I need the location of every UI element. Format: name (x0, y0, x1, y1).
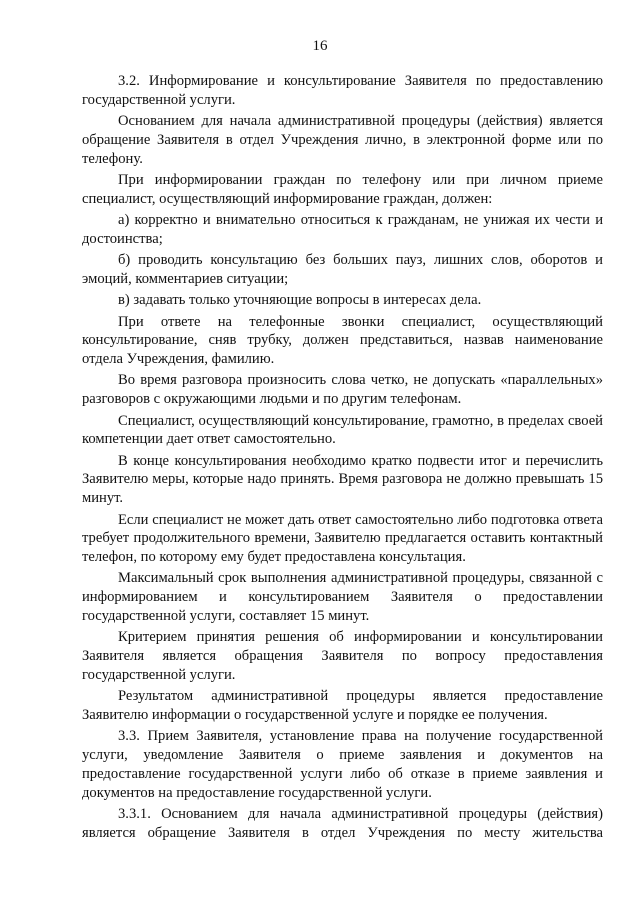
page-number: 16 (312, 38, 328, 54)
paragraph-basis: Основанием для начала административной процедуры (действия) является обращение Заявителя в отдел Учреждения лично, в электронной форме или по телефону. (82, 113, 603, 167)
paragraph-result: Результатом административной процедуры является предоставление Заявителю информации о государственной услуге и порядке ее получения. (82, 688, 603, 723)
paragraph-informing: При информировании граждан по телефону или при личном приеме специалист, осуществляющий информирование граждан, должен: (82, 171, 603, 207)
paragraph-phone-answer: При ответе на телефонные звонки специалист, осуществляющий консультирование, сняв трубку, должен представиться, назвав наименование отдела Учреждения, фамилию. (82, 313, 603, 368)
paragraph-contact-phone: Если специалист не может дать ответ самостоятельно либо подготовка ответа требует продолжительного времени, Заявителю предлагается оставить контактный телефон, по которому ему будет предоставлена консультация. (82, 511, 603, 566)
paragraph-max-term: Максимальный срок выполнения административной процедуры, связанной с информированием и консультированием Заявителя о предоставлении государственной услуги, составляет 15 минут. (82, 570, 603, 625)
paragraph-summary: В конце консультирования необходимо кратко подвести итог и перечислить Заявителю меры, которые надо принять. Время разговора не должно превышать 15 минут. (82, 452, 603, 507)
paragraph-criterion: Критерием принятия решения об информировании и консультировании Заявителя является обращения Заявителя по вопросу предоставления государственной услуги. (82, 629, 603, 683)
document-body (82, 72, 603, 845)
list-item-b: б) проводить консультацию без больших пауз, лишних слов, оборотов и эмоций, комментариев ситуации; (82, 252, 603, 287)
paragraph-competence: Специалист, осуществляющий консультирование, грамотно, в пределах своей компетенции дает ответ самостоятельно. (82, 412, 603, 448)
list-item-c: в) задавать только уточняющие вопросы в интересах дела. (118, 292, 482, 309)
paragraph-conversation: Во время разговора произносить слова четко, не допускать «параллельных» разговоров с окружающими людьми и по другим телефонам. (82, 372, 603, 408)
section-3-2-heading: 3.2. Информирование и консультирование Заявителя по предоставлению государственной услуги. (82, 73, 603, 108)
section-3-3-heading: 3.3. Прием Заявителя, установление права на получение государственной услуги, уведомление Заявителя о приеме заявления и документов на предоставление государственной услуги либо об отказе в приеме заявления и документов на предоставление государственной услуги. (82, 728, 603, 801)
list-item-a: а) корректно и внимательно относиться к гражданам, не унижая их чести и достоинства; (82, 212, 603, 247)
section-3-3-1-paragraph: 3.3.1. Основанием для начала административной процедуры (действия) является обращение Заявителя в отдел Учреждения по месту жительства (82, 805, 603, 841)
